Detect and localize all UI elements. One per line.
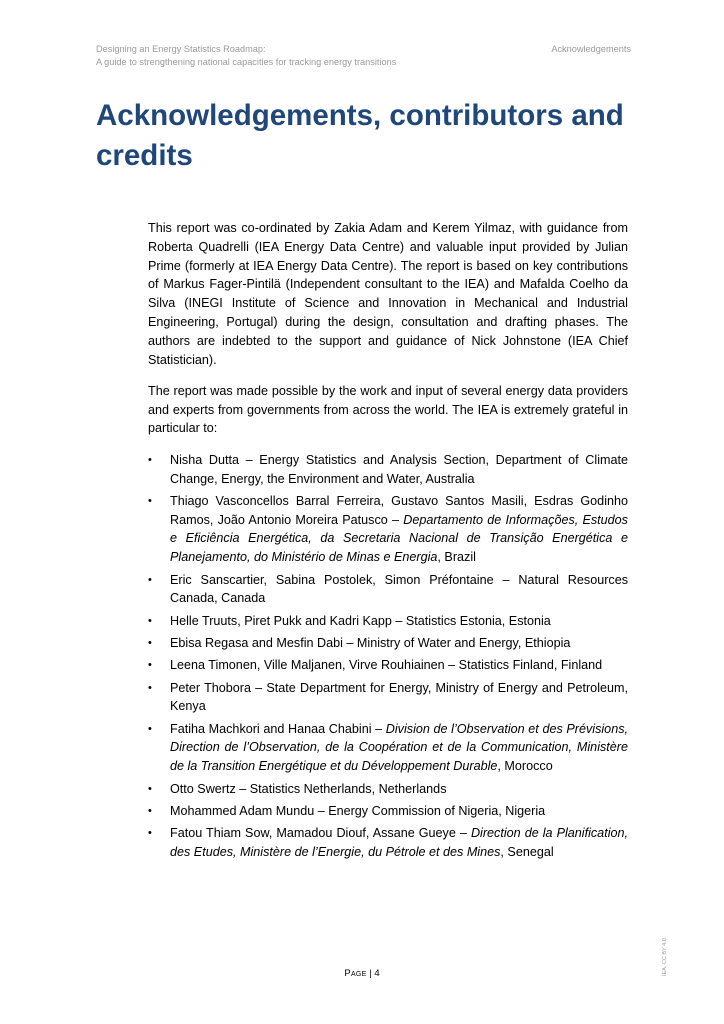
contributor-country: , Morocco [497,759,553,774]
bullet-icon: • [148,573,152,586]
gratitude-paragraph: The report was made possible by the work and input of several energy data providers and experts from governments from across the world. The IEA is extremely grateful in particular to: [148,383,628,436]
page-label: Page [344,968,367,979]
contributor-institution: Direction de la Planification, des Etudes, Ministère de l’Energie, du Pétrole et des Mines [170,826,628,859]
page-separator: | [366,968,375,979]
page-footer [0,968,724,979]
contributor-names: Mohammed Adam Mundu – Energy Commission of Nigeria, Nigeria [170,803,546,818]
contributors-list [148,451,628,862]
bullet-icon: • [148,453,152,466]
contributor-list-item [148,451,628,489]
page-number: 4 [374,968,380,979]
contributor-list-item [148,571,628,609]
contributor-list-item [148,802,628,821]
contributor-list-item [148,656,628,675]
bullet-icon: • [148,494,152,507]
header-document-subtitle: A guide to strengthening national capacities for tracking energy transitions [96,57,397,67]
page-title: Acknowledgements, contributors and credits [96,99,624,172]
bullet-icon: • [148,659,152,672]
bullet-icon: • [148,827,152,840]
contributor-names: Helle Truuts, Piret Pukk and Kadri Kapp – Statistics Estonia, Estonia [170,613,551,628]
bullet-icon: • [148,681,152,694]
contributor-names: Nisha Dutta – Energy Statistics and Analysis Section, Department of Climate Change, Energy, the Environment and Water, Australia [170,452,628,486]
contributor-names: Leena Timonen, Ville Maljanen, Virve Rouhiainen – Statistics Finland, Finland [170,658,603,673]
contributor-names: Fatiha Machkori and Hanaa Chabini – [170,721,386,736]
contributor-list-item [148,492,628,567]
contributor-country: , Brazil [437,550,476,565]
contributor-institution: Departamento de Informações, Estudos e Eficiência Energética, da Secretaria Nacional de Transição Energética e Planejamento, do Ministério de Minas e Energia [170,512,628,565]
contributor-country: , Senegal [500,844,554,859]
contributor-list-item [148,634,628,653]
contributor-list-item [148,612,628,631]
body-content [148,219,628,865]
contributor-list-item [148,679,628,717]
contributor-list-item [148,780,628,799]
bullet-icon: • [148,804,152,817]
bullet-icon: • [148,614,152,627]
bullet-icon: • [148,636,152,649]
contributor-institution: Division de l’Observation et des Prévisions, Direction de l’Observation, de la Coopération et de la Communication, Ministère de la Transition Energétique et du Développement Durable [170,721,628,774]
contributor-list-item [148,824,628,862]
contributor-names: Fatou Thiam Sow, Mamadou Diouf, Assane Gueye – [170,826,471,841]
contributor-names: Eric Sanscartier, Sabina Postolek, Simon Préfontaine – Natural Resources Canada, Canada [170,572,628,606]
contributor-names: Otto Swertz – Statistics Netherlands, Netherlands [170,781,447,796]
intro-paragraph: This report was co-ordinated by Zakia Adam and Kerem Yilmaz, with guidance from Roberta Quadrelli (IEA Energy Data Centre) and valuable input provided by Julian Prime (formerly at IEA Energy Data Centre). The report is based on key contributions of Markus Fager-Pintilä (Independent consultant to the IEA) and Mafalda Coelho da Silva (INEGI Institute of Science and Innovation in Mechanical and Industrial Engineering, Portugal) during the design, consultation and drafting phases. The authors are indebted to the support and guidance of Nick Johnstone (IEA Chief Statistician). [148,221,628,367]
bullet-icon: • [148,782,152,795]
contributor-names: Peter Thobora – State Department for Energy, Ministry of Energy and Petroleum, Kenya [170,680,628,714]
contributor-names: Thiago Vasconcellos Barral Ferreira, Gustavo Santos Masili, Esdras Godinho Ramos, João Antonio Moreira Patusco – [170,493,628,527]
header-section-name: Acknowledgements [551,44,631,54]
bullet-icon: • [148,722,152,735]
header-document-title: Designing an Energy Statistics Roadmap: [96,44,266,54]
license-notice: IEA. CC BY 4.0. [662,936,668,976]
contributor-names: Ebisa Regasa and Mesfin Dabi – Ministry of Water and Energy, Ethiopia [170,635,571,650]
contributor-list-item [148,720,628,776]
